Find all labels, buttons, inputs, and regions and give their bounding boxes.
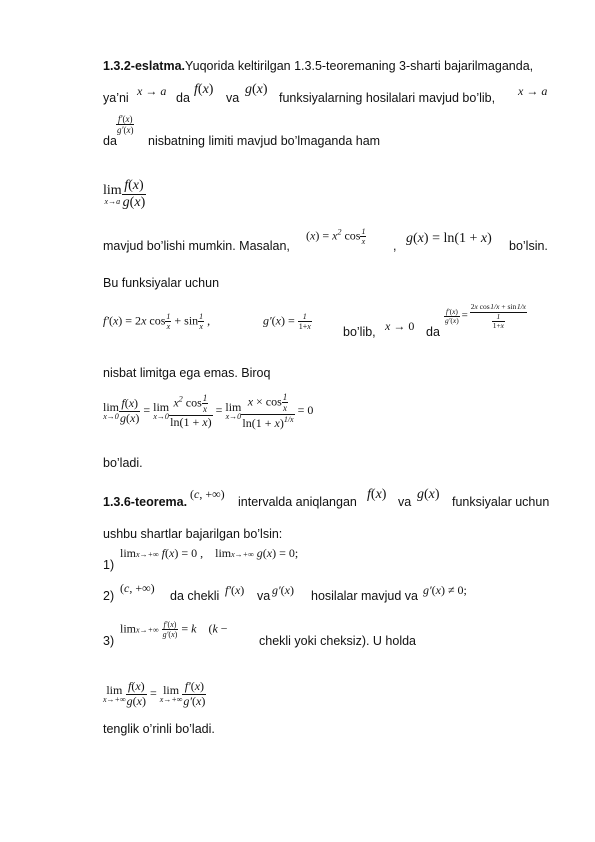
formula-g-example: g(x) = ln(1 + x) [406, 231, 492, 246]
formula-lim-f-over-g: lim x→a $\frac{f(x)}{g(x)}$ [103, 178, 146, 211]
bolib-label: bo’lib, [343, 325, 376, 339]
formula-gprime-example: g′(x) = $\frac{1}{1+x}$ [263, 312, 311, 332]
condition-2-va: va [257, 589, 271, 603]
formula-x-to-a: x → a [137, 84, 167, 98]
formula-condition-3: limx→+∞ $\frac{f'(x)}{g'(x)}$ = k (k − [120, 620, 228, 640]
formula-x-to-0: x → 0 [385, 319, 415, 333]
condition-3-text: chekli yoki cheksiz). U holda [259, 634, 417, 648]
theorem-va: va [398, 495, 412, 509]
formula-gprime-x: g′(x) [272, 583, 294, 597]
bolsin-label: bo’lsin. [509, 239, 548, 253]
remark-text-2: funksiyalarning hosilalari mavjud bo’lib, [279, 91, 496, 105]
formula-fprime-example: f′(x) = 2x cos $\frac{1}{x}$ + sin $\frac{1}{x}$ , [103, 312, 211, 332]
remark-text-3: nisbatning limiti mavjud bo’lmaganda ham [148, 134, 381, 148]
formula-lim-computation: lim x→0 $\frac{f(x)}{g(x)}$ = lim x→0 $x^2$ cos $\frac{1}{x}$ ln(1 + x) = lim x→0 x × cos $\frac{1}{x}$ $\ln(1 + x)^{1/x}$ = 0 [103, 392, 314, 430]
formula-theorem-f: f(x) [367, 487, 387, 502]
formula-gprime-nonzero: g′(x) ≠ 0; [423, 583, 467, 597]
example-text-3: nisbat limitga ega emas. Biroq [103, 366, 271, 380]
formula-condition-1: limx→+∞ f(x) = 0 , limx→+∞ g(x) = 0; [120, 546, 299, 560]
formula-fprime-x: f′(x) [225, 583, 245, 597]
comma: , [393, 239, 397, 253]
da-label-2: da [103, 134, 117, 148]
theorem-text-1: funksiyalar uchun [452, 495, 550, 509]
da-label-3: da [426, 325, 440, 339]
remark-intro: Yuqorida keltirilgan 1.3.5-teoremaning 3-sharti bajarilmaganda, [185, 59, 534, 73]
formula-f-example: $(x) = x^2$ cos $\frac{1}{x}$ [306, 227, 366, 247]
theorem-label: 1.3.6-teorema. [103, 495, 188, 509]
formula-fprime-over-gprime: $\frac{f'(x)}{g'(x)}$ [117, 114, 134, 136]
theorem-text-2: ushbu shartlar bajarilgan bo’lsin: [103, 527, 283, 541]
condition-2-text-2: hosilalar mavjud va [311, 589, 418, 603]
example-text-2: Bu funksiyalar uchun [103, 276, 220, 290]
formula-lhopital-conclusion: lim x→+∞ $\frac{f(x)}{g(x)}$ = lim x→+∞ $\frac{f'(x)}{g'(x)}$ [103, 679, 206, 708]
condition-2-text-1: da chekli [170, 589, 220, 603]
condition-1-number: 1) [103, 558, 115, 572]
condition-2-number: 2) [103, 589, 115, 603]
yani-label: ya’ni [103, 91, 129, 105]
formula-f-x: f(x) [194, 82, 214, 97]
theorem-conclusion-text: tenglik o’rinli bo’ladi. [103, 722, 215, 736]
remark-text-line-1 [103, 59, 533, 74]
remark-label: 1.3.2-eslatma. [103, 59, 185, 73]
formula-condition-2-interval: (c, +∞) [120, 581, 155, 595]
formula-ratio-example: $\frac{f'(x)}{g'(x)}$ = $\frac{\text{2x cos 1/x + sin 1/x}}{\frac{1}{1+x}}$ [445, 302, 526, 331]
formula-theorem-g: g(x) [417, 487, 440, 502]
example-text-1: mavjud bo’lishi mumkin. Masalan, [103, 239, 290, 253]
formula-x-to-a-2: x → a [518, 84, 548, 98]
formula-g-x: g(x) [245, 82, 268, 97]
da-label: da [176, 91, 190, 105]
condition-3-number: 3) [103, 634, 115, 648]
va-label: va [226, 91, 240, 105]
boladi-label: bo’ladi. [103, 456, 143, 470]
theorem-interval-text: intervalda aniqlangan [238, 495, 357, 509]
formula-interval: (c, +∞) [190, 487, 225, 501]
